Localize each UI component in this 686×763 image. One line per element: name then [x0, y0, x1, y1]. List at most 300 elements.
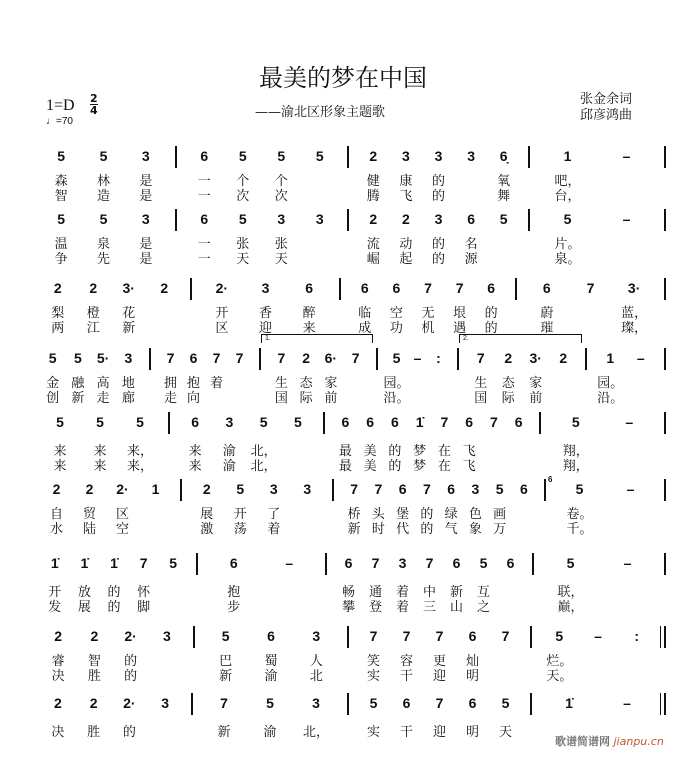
lyric-1: 是: [139, 237, 153, 252]
note: 2: [401, 211, 410, 227]
note: 5·: [96, 350, 110, 366]
lyric-1: 林: [96, 174, 111, 189]
lyric-2: 创: [46, 391, 60, 406]
note: 2: [202, 481, 211, 497]
lyric-2: 登: [368, 600, 383, 615]
bar-line: [339, 278, 341, 300]
note: 1: [606, 350, 615, 366]
lyric-2: 最: [338, 459, 352, 474]
lyric-1: 天: [498, 725, 513, 740]
lyric-2: 时: [371, 522, 385, 537]
note: –: [623, 555, 632, 571]
note: 3: [141, 148, 150, 164]
lyric-1: 干: [399, 725, 414, 740]
note: 6̣: [499, 148, 508, 164]
lyric-1: 人: [309, 654, 323, 669]
lyric-2: 美: [363, 459, 377, 474]
note: 6: [229, 555, 238, 571]
lyric-2: 腾: [366, 189, 380, 204]
lyric-1: 堡: [396, 507, 410, 522]
lyric-1: 融: [71, 376, 85, 391]
lyric-1: 美: [363, 444, 377, 459]
note: 5: [479, 555, 488, 571]
note: 7: [476, 350, 485, 366]
note: 2: [52, 481, 61, 497]
bar-line: [191, 693, 193, 715]
volta-bracket: 2.: [459, 334, 582, 343]
lyric-1: 中: [422, 585, 437, 600]
note: 5: [99, 148, 108, 164]
lyric-2: 干: [399, 669, 414, 684]
lyric-1: 健: [366, 174, 380, 189]
lyric-2: 泉。: [554, 252, 581, 267]
lyric-1: 渝: [222, 444, 236, 459]
note: 2: [53, 280, 62, 296]
note: 2: [369, 211, 378, 227]
note: 3: [401, 148, 410, 164]
lyric-1: 动: [399, 237, 413, 252]
note: 6: [267, 628, 275, 644]
lyric-1: 互: [476, 585, 491, 600]
lyric-1: 来，: [126, 444, 154, 459]
lyric-1: 的: [431, 174, 446, 189]
lyric-1: 容: [399, 654, 414, 669]
note: –: [413, 350, 422, 366]
lyric-2: 着: [395, 600, 410, 615]
bar-line: [347, 626, 349, 648]
lyric-1: 绿: [444, 507, 458, 522]
note: 1: [563, 148, 572, 164]
lyric-2: 区: [215, 321, 229, 336]
song-subtitle: ——渝北区形象主题歌: [255, 105, 386, 120]
meter-bottom: 4: [90, 104, 98, 117]
lyric-1: 新: [449, 585, 464, 600]
lyric-1: 睿: [51, 654, 65, 669]
lyric-2: 的: [431, 189, 446, 204]
bar-line: [196, 553, 198, 575]
lyric-2: 造: [96, 189, 111, 204]
lyric-2: 来: [302, 321, 316, 336]
bar-line: [457, 348, 459, 370]
note: 5: [315, 148, 324, 164]
lyric-2: 新: [122, 321, 136, 336]
watermark-url: jianpu.cn: [613, 735, 664, 748]
note: 5: [293, 414, 302, 430]
note: 7: [455, 280, 464, 296]
note: 6: [200, 211, 209, 227]
lyric-1: 开: [233, 507, 247, 522]
note: 5: [571, 414, 580, 430]
lyric-1: 的: [484, 306, 498, 321]
lyric-1: 北，: [250, 444, 277, 459]
note: 7: [374, 481, 383, 497]
lyric-1: 一: [197, 174, 211, 189]
note: 6: [200, 148, 209, 164]
note: 5: [73, 350, 82, 366]
bar-line: [347, 209, 349, 231]
lyric-2: 来: [93, 459, 107, 474]
lyric-2: 攀: [341, 600, 356, 615]
lyric-2: 翔，: [562, 459, 589, 474]
note: 2·: [123, 695, 136, 711]
lyric-1: 巴: [219, 654, 233, 669]
lyric-2: 国: [274, 391, 288, 406]
lyric-2: 渝: [264, 669, 278, 684]
note: 6: [366, 414, 375, 430]
lyric-2: 代: [396, 522, 410, 537]
note: 3: [161, 695, 170, 711]
lyric-2: 空: [115, 522, 130, 537]
lyric-2: 机: [421, 321, 435, 336]
note: 3: [471, 481, 480, 497]
note: 6: [468, 695, 477, 711]
lyric-1: 着: [395, 585, 410, 600]
lyric-1: 生: [474, 376, 488, 391]
note: –: [285, 555, 294, 571]
bar-line: [149, 348, 151, 370]
lyric-1: 片。: [554, 237, 581, 252]
lyric-1: 通: [368, 585, 383, 600]
lyric-1: 畅: [341, 585, 356, 600]
note: 3: [467, 148, 475, 164]
note: 6: [344, 555, 353, 571]
lyric-2: 一: [197, 189, 211, 204]
lyric-1: 飞: [462, 444, 476, 459]
lyric-1: 区: [115, 507, 130, 522]
note: –: [636, 350, 645, 366]
lyric-1: 花: [122, 306, 136, 321]
note: 1̇: [110, 555, 118, 571]
lyric-1: 新: [217, 725, 231, 740]
lyric-2: 来，: [126, 459, 154, 474]
lyric-2: 崛: [366, 252, 380, 267]
note: 7: [220, 695, 228, 711]
lyric-2: 璀: [540, 321, 554, 336]
note: 7: [422, 481, 431, 497]
lyric-1: 卷。: [566, 507, 593, 522]
score-system: [0, 146, 686, 216]
lyric-1: 的: [420, 507, 434, 522]
note: 5: [555, 628, 564, 644]
lyric-2: 胜: [87, 669, 101, 684]
note: 7: [166, 350, 175, 366]
lyric-1: 一: [197, 237, 211, 252]
note: 2: [85, 481, 94, 497]
lyric-2: 两: [51, 321, 65, 336]
lyric-1: 温: [54, 237, 68, 252]
bar-line: [175, 209, 177, 231]
note: 5: [499, 211, 508, 227]
note: –: [626, 481, 635, 497]
watermark-cn: 歌谱简谱网: [555, 735, 610, 748]
lyric-2: 着: [267, 522, 281, 537]
note: 7: [350, 481, 359, 497]
note: 5: [48, 350, 57, 366]
note: 5: [369, 695, 378, 711]
note: 3: [162, 628, 171, 644]
note: 7: [435, 628, 444, 644]
note: 6: [465, 414, 474, 430]
bar-line: [660, 626, 661, 648]
note: 5: [57, 148, 66, 164]
lyric-2: 飞: [399, 189, 413, 204]
lyric-1: 胜: [87, 725, 101, 740]
key-signature: 1=D: [46, 97, 75, 114]
bar-line: [168, 412, 170, 434]
lyric-2: 是: [139, 189, 153, 204]
score-system: [0, 475, 686, 549]
bar-line: [664, 693, 666, 715]
lyric-1: 康: [399, 174, 413, 189]
lyric-1: 联，: [557, 585, 584, 600]
lyric-1: 实: [366, 725, 381, 740]
lyric-1: 决: [51, 725, 65, 740]
note: –: [622, 148, 631, 164]
lyric-2: 际: [299, 391, 313, 406]
note: 2: [89, 280, 98, 296]
lyric-1: 金: [46, 376, 60, 391]
lyric-2: 的: [484, 321, 498, 336]
lyric-1: 头: [371, 507, 385, 522]
lyric-1: 蔚: [540, 306, 554, 321]
lyric-1: 拥: [163, 376, 178, 391]
note: 7: [212, 350, 221, 366]
bar-line: [376, 348, 378, 370]
lyric-2: 迎: [432, 669, 447, 684]
lyric-1: 抱: [227, 585, 241, 600]
note: 5: [277, 148, 286, 164]
lyric-1: 烂。: [546, 654, 573, 669]
lyric-2: 在: [437, 459, 451, 474]
lyric-1: 家: [324, 376, 338, 391]
lyric-1: 无: [421, 306, 435, 321]
lyric-1: 橙: [86, 306, 100, 321]
lyric-1: 张: [274, 237, 288, 252]
lyric-2: 步: [227, 600, 241, 615]
score-system: [0, 693, 686, 763]
lyric-1: 渝: [263, 725, 277, 740]
note: 5: [56, 414, 64, 430]
note: 2: [54, 628, 63, 644]
lyric-2: 梦: [413, 459, 427, 474]
lyric-2: 是: [139, 252, 153, 267]
lyric-2: 的: [124, 669, 138, 684]
note: 6: [189, 350, 198, 366]
note: 3: [312, 695, 320, 711]
bar-line: [323, 412, 325, 434]
bar-line: [180, 479, 182, 501]
lyric-1: 家: [529, 376, 543, 391]
note: 5: [99, 211, 108, 227]
lyric-2: 新: [219, 669, 233, 684]
lyric-1: 开: [215, 306, 229, 321]
lyric-1: 吧，: [554, 174, 581, 189]
lyric-2: 千。: [566, 522, 593, 537]
bar-line: [660, 693, 661, 715]
lyric-2: 明: [465, 669, 480, 684]
lyric-2: 舞: [497, 189, 511, 204]
score-system: [0, 626, 686, 696]
lyric-2: 天。: [546, 669, 573, 684]
lyric-2: 的: [420, 522, 434, 537]
bar-line: [664, 479, 666, 501]
note: 6: [487, 280, 496, 296]
lyric-2: 先: [96, 252, 111, 267]
lyric-1: 放: [77, 585, 91, 600]
lyric-2: 源: [464, 252, 478, 267]
lyric-1: 色: [468, 507, 482, 522]
note: 3: [124, 350, 133, 366]
lyric-1: 个: [274, 174, 288, 189]
lyric-2: 向: [186, 391, 201, 406]
note: 7: [424, 280, 432, 296]
lyric-1: 来: [53, 444, 67, 459]
note: 7: [586, 280, 595, 296]
note: 3: [261, 280, 270, 296]
lyric-2: 象: [468, 522, 482, 537]
note: 6: [191, 414, 200, 430]
note: 2: [302, 350, 311, 366]
watermark: [555, 733, 664, 749]
note: 3: [141, 211, 150, 227]
note: 6: [468, 628, 477, 644]
lyric-1: 北，: [302, 725, 330, 740]
note: 3: [277, 211, 286, 227]
note: 2·: [215, 280, 229, 296]
time-signature: [90, 93, 98, 116]
note: 6: [360, 280, 369, 296]
note: 6: [506, 555, 515, 571]
note: 1: [151, 481, 160, 497]
note: 3: [434, 148, 443, 164]
lyric-2: 次: [274, 189, 288, 204]
lyric-1: 的: [122, 725, 136, 740]
lyric-2: 北: [309, 669, 323, 684]
lyric-2: 国: [474, 391, 488, 406]
lyric-2: 新: [347, 522, 361, 537]
note: –: [622, 211, 631, 227]
note: 5: [392, 350, 401, 366]
note: 3: [398, 555, 407, 571]
lyric-1: 的: [107, 585, 121, 600]
lyric-1: 智: [87, 654, 101, 669]
note: 5: [136, 414, 144, 430]
lyric-2: 气: [444, 522, 458, 537]
lyric-1: 是: [139, 174, 153, 189]
note: 6: [392, 280, 401, 296]
note: 7: [489, 414, 498, 430]
lyric-2: 发: [48, 600, 62, 615]
note: 5: [236, 481, 245, 497]
bar-line: [259, 348, 261, 370]
lyric-1: 梨: [51, 306, 65, 321]
note: 6: [467, 211, 475, 227]
lyric-1: 最: [338, 444, 352, 459]
note: 7: [435, 695, 444, 711]
grace-note: 6: [548, 475, 553, 484]
lyric-1: 灿: [465, 654, 480, 669]
note: 7: [277, 350, 286, 366]
lyric-2: 沿。: [383, 391, 410, 406]
note: 3: [303, 481, 312, 497]
lyric-1: 园。: [597, 376, 624, 391]
lyric-2: 璨，: [621, 321, 648, 336]
lyric-2: 次: [236, 189, 250, 204]
lyric-2: 天: [274, 252, 288, 267]
lyric-1: 开: [48, 585, 62, 600]
note: 1̇: [565, 695, 573, 711]
lyric-1: 自: [49, 507, 64, 522]
lyric-2: 荡: [233, 522, 247, 537]
lyric-1: 空: [389, 306, 403, 321]
lyric-2: 起: [399, 252, 413, 267]
lyric-1: 泉: [96, 237, 111, 252]
lyric-2: 沿。: [597, 391, 624, 406]
volta-bracket: 1.: [261, 334, 373, 343]
bar-line: [515, 278, 517, 300]
lyric-2: 之: [476, 600, 491, 615]
composer: 邱彦鸿曲: [580, 108, 633, 123]
lyric-1: 的: [388, 444, 402, 459]
note: 6: [402, 695, 411, 711]
note: 6: [519, 481, 528, 497]
lyric-1: 垠: [453, 306, 467, 321]
lyric-1: 的: [124, 654, 138, 669]
lyric-1: 翔，: [562, 444, 589, 459]
note: 6: [341, 414, 350, 430]
lyric-1: 迎: [432, 725, 447, 740]
bar-line: [585, 348, 587, 370]
note: 3: [315, 211, 324, 227]
bar-line: [332, 479, 334, 501]
lyric-2: 成: [358, 321, 372, 336]
note: 3: [312, 628, 321, 644]
note: 2: [369, 148, 378, 164]
note: 2: [89, 695, 98, 711]
lyric-2: 迎: [258, 321, 273, 336]
lyric-2: 北，: [250, 459, 277, 474]
lyric-1: 贸: [82, 507, 97, 522]
lyric-2: 万: [493, 522, 507, 537]
lyric-2: 脚: [137, 600, 151, 615]
bar-line: [539, 412, 541, 434]
lyric-1: 画: [493, 507, 507, 522]
note: 5: [566, 555, 575, 571]
note: 7: [351, 350, 360, 366]
lyric-2: 际: [501, 391, 515, 406]
note: 2: [160, 280, 169, 296]
meter-top: 2: [90, 92, 98, 105]
lyric-2: 渝: [222, 459, 236, 474]
lyric-2: 展: [77, 600, 91, 615]
note: 2·: [124, 628, 137, 644]
note: 5: [563, 211, 572, 227]
note: 7: [371, 555, 380, 571]
note: 6: [514, 414, 523, 430]
lyric-2: 的: [388, 459, 402, 474]
score-system: [0, 335, 686, 418]
lyric-1: 桥: [347, 507, 361, 522]
bar-line: [664, 553, 666, 575]
lyric-2: 智: [54, 189, 68, 204]
lyric-1: 来: [188, 444, 202, 459]
lyric-1: 来: [93, 444, 107, 459]
lyric-1: 氧: [497, 174, 511, 189]
lyric-1: 着: [209, 376, 224, 391]
note: 7: [235, 350, 244, 366]
bar-line: [664, 412, 666, 434]
note: 3·: [627, 280, 641, 296]
